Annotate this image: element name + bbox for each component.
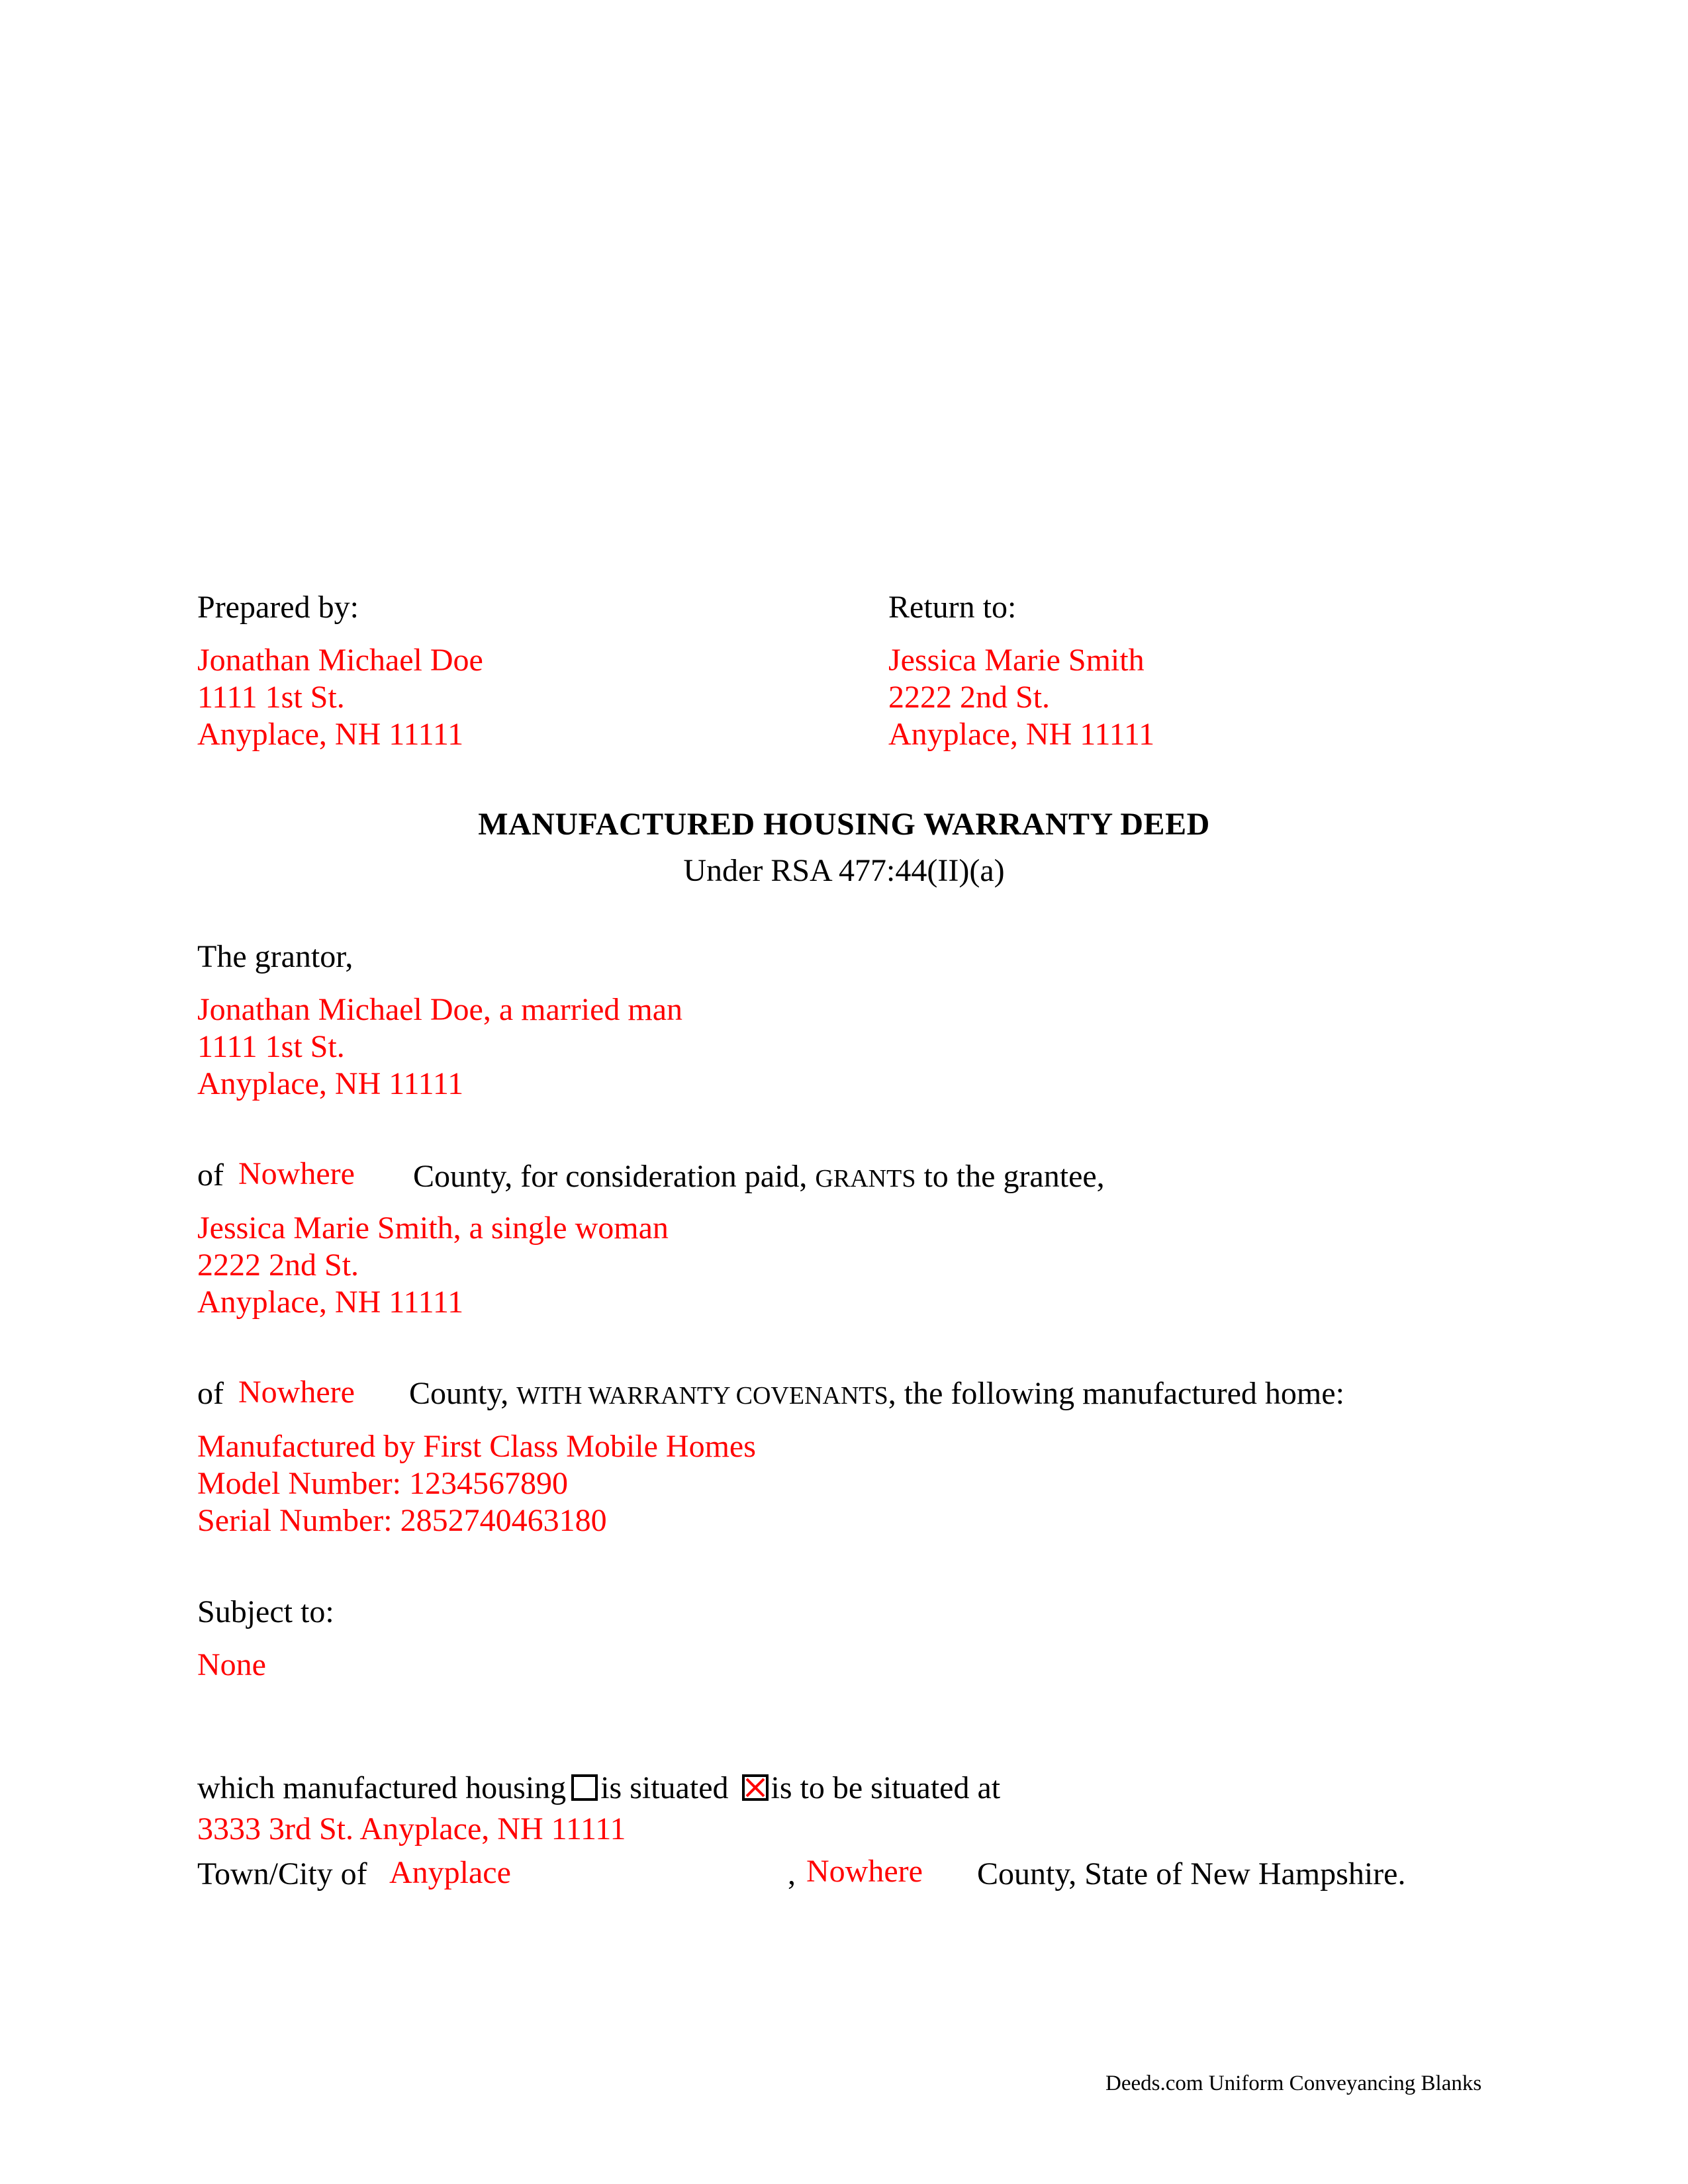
prepared-by-label: Prepared by: [197, 590, 359, 625]
town-comma: , [788, 1856, 796, 1891]
situated-text-a: which manufactured housing [197, 1770, 567, 1805]
town-city-label: Town/City of [197, 1856, 367, 1891]
is-to-be-situated-checkbox[interactable] [742, 1774, 769, 1801]
subject-to-label: Subject to: [197, 1594, 334, 1629]
prepared-by-city[interactable]: Anyplace, NH 11111 [197, 717, 464, 752]
warranty-clause-text-b: , the following manufactured home: [888, 1376, 1344, 1411]
subject-to-value[interactable]: None [197, 1647, 266, 1682]
warranty-clause-text [409, 1375, 1344, 1414]
warranty-of-label: of [197, 1376, 224, 1411]
prepared-by-name[interactable]: Jonathan Michael Doe [197, 643, 483, 678]
home-model-number[interactable]: Model Number: 1234567890 [197, 1466, 568, 1501]
is-situated-label: is situated [600, 1770, 729, 1805]
grants-keyword: GRANTS [815, 1165, 916, 1193]
prepared-by-street[interactable]: 1111 1st St. [197, 680, 345, 715]
grantor-city[interactable]: Anyplace, NH 11111 [197, 1066, 464, 1101]
grant-county-field[interactable]: Nowhere [238, 1156, 355, 1191]
situated-line [197, 1770, 1000, 1807]
grantor-name[interactable]: Jonathan Michael Doe, a married man [197, 992, 683, 1027]
situated-address[interactable]: 3333 3rd St. Anyplace, NH 11111 [197, 1811, 626, 1846]
is-situated-checkbox[interactable] [571, 1774, 598, 1801]
return-to-name[interactable]: Jessica Marie Smith [888, 643, 1145, 678]
warranty-covenants-keyword: WITH WARRANTY COVENANTS [516, 1382, 888, 1410]
return-to-street[interactable]: 2222 2nd St. [888, 680, 1051, 715]
grant-clause-text-b: to the grantee, [923, 1159, 1105, 1194]
home-manufacturer[interactable]: Manufactured by First Class Mobile Homes [197, 1429, 756, 1464]
grant-clause-text [413, 1158, 1105, 1197]
grant-clause-text-a: County, for consideration paid, [413, 1159, 808, 1194]
grantor-intro: The grantor, [197, 939, 353, 974]
situated-county-field[interactable]: Nowhere [806, 1854, 923, 1889]
state-text: County, State of New Hampshire. [977, 1856, 1406, 1891]
is-to-be-situated-label: is to be situated at [771, 1770, 1001, 1805]
town-city-field[interactable]: Anyplace [389, 1855, 511, 1890]
return-to-city[interactable]: Anyplace, NH 11111 [888, 717, 1155, 752]
warranty-clause-text-a: County, [409, 1376, 509, 1411]
footer-branding: Deeds.com Uniform Conveyancing Blanks [1105, 2071, 1482, 2095]
document-title: MANUFACTURED HOUSING WARRANTY DEED [478, 807, 1210, 842]
grantee-city[interactable]: Anyplace, NH 11111 [197, 1285, 464, 1320]
warranty-county-field[interactable]: Nowhere [238, 1375, 355, 1410]
grantor-street[interactable]: 1111 1st St. [197, 1029, 345, 1064]
grantee-name[interactable]: Jessica Marie Smith, a single woman [197, 1210, 669, 1246]
grantee-street[interactable]: 2222 2nd St. [197, 1248, 359, 1283]
document-subtitle: Under RSA 477:44(II)(a) [683, 853, 1005, 888]
home-serial-number[interactable]: Serial Number: 2852740463180 [197, 1503, 607, 1538]
return-to-label: Return to: [888, 590, 1017, 625]
grant-of-label: of [197, 1158, 224, 1193]
